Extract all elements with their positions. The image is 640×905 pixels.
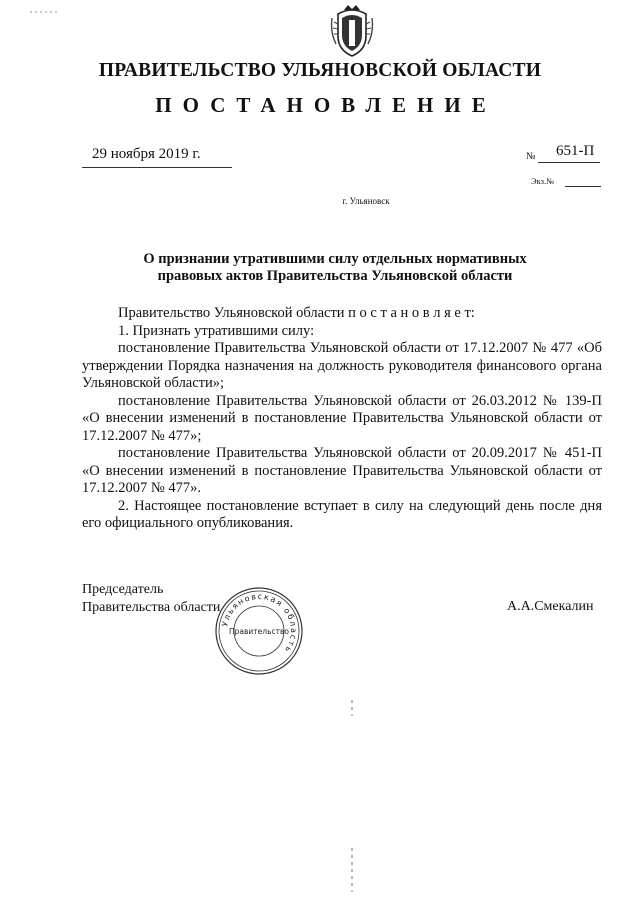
copy-number-label: Экз.№ — [531, 176, 555, 186]
document-title-line: О признании утратившими силу отдельных нормативных — [143, 251, 527, 267]
number-label: № — [526, 151, 536, 162]
body-paragraph: 1. Признать утратившими силу: — [118, 322, 315, 339]
signatory-position-line: Председатель — [82, 582, 164, 597]
seal-ring-text: Ульяновская область — [220, 591, 299, 656]
body-paragraph: 2. Настоящее постановление вступает в силу на следующий день после дня его официального опубликования. — [82, 497, 602, 531]
signatory-position-line: Правительства области — [82, 600, 221, 615]
signatory-name: А.А.Смекалин — [507, 599, 594, 614]
seal-center-text: Правительство — [229, 627, 289, 636]
body-paragraph: постановление Правительства Ульяновской области от 17.12.2007 № 477 «Об утверждении Порядка назначения на должность руководителя финансового органа Ульяновской области»; — [82, 340, 602, 391]
document-number: 651-П — [556, 143, 595, 159]
organization-name: ПРАВИТЕЛЬСТВО УЛЬЯНОВСКОЙ ОБЛАСТИ — [98, 60, 542, 81]
document-title-line: правовых актов Правительства Ульяновской области — [157, 268, 513, 284]
city: г. Ульяновск — [342, 196, 390, 206]
body-paragraph: постановление Правительства Ульяновской области от 26.03.2012 № 139-П «О внесении изменений в постановление Правительства Ульяновской области от 17.12.2007 № 477»; — [82, 392, 602, 444]
document-date: 29 ноября 2019 г. — [92, 146, 201, 162]
document-type: ПОСТАНОВЛЕНИЕ — [155, 93, 497, 117]
body-paragraph: Правительство Ульяновской области п о с т а н о в л я е т: — [118, 305, 475, 321]
body-paragraph: постановление Правительства Ульяновской области от 20.09.2017 № 451-П «О внесении изменений в постановление Правительства Ульяновской области от 17.12.2007 № 477». — [82, 445, 602, 496]
